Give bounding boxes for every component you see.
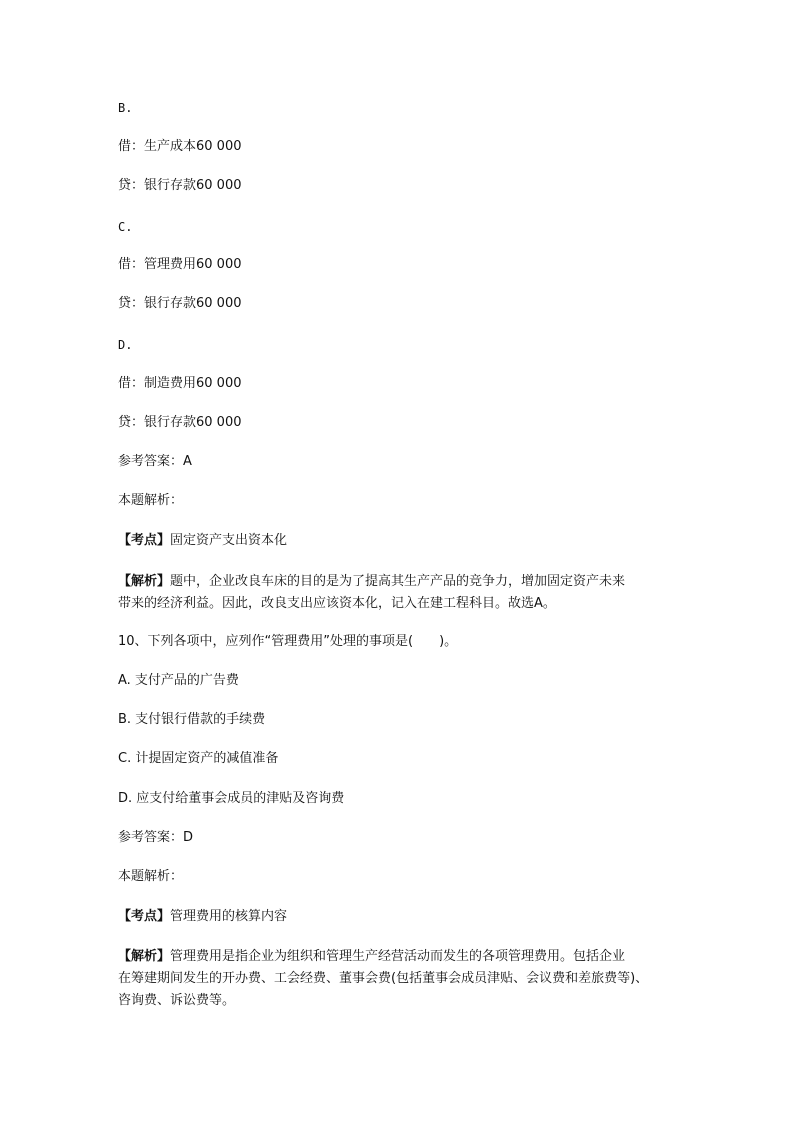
option-d-debit: 借：制造费用60 000 <box>118 376 242 391</box>
q10-option-c: C. 计提固定资产的减值准备 <box>118 751 279 766</box>
kaodian-tag: 【考点】 <box>118 533 171 548</box>
q9-jiexi <box>118 571 698 615</box>
q10-option-a: A. 支付产品的广告费 <box>118 673 239 688</box>
q10-question: 10、下列各项中，应列作“管理费用”处理的事项是( )。 <box>118 634 458 649</box>
option-b-debit: 借：生产成本60 000 <box>118 139 242 154</box>
q9-jiexi-line-2: 带来的经济利益。因此，改良支出应该资本化，记入在建工程科目。故选A。 <box>118 596 556 611</box>
q10-answer: 参考答案：D <box>118 830 194 845</box>
q10-jiexi-line-1 <box>118 946 698 968</box>
option-c-debit: 借：管理费用60 000 <box>118 257 242 272</box>
jiexi-tag: 【解析】 <box>118 574 171 589</box>
kaodian-text: 管理费用的核算内容 <box>170 909 288 924</box>
option-d-credit: 贷：银行存款60 000 <box>118 415 242 430</box>
q10-jiexi-line-3: 咨询费、诉讼费等。 <box>118 993 236 1008</box>
q10-jiexi <box>118 946 698 1012</box>
q9-kaodian <box>118 530 698 552</box>
kaodian-tag: 【考点】 <box>118 909 171 924</box>
option-b-label: B. <box>118 101 133 115</box>
jiexi-tag: 【解析】 <box>118 949 171 964</box>
q9-answer: 参考答案：A <box>118 454 192 469</box>
q10-jiexi-line-2: 在筹建期间发生的开办费、工会经费、董事会费(包括董事会成员津贴、会议费和差旅费等)、 <box>118 971 649 986</box>
kaodian-text: 固定资产支出资本化 <box>170 533 288 548</box>
q10-option-b: B. 支付银行借款的手续费 <box>118 712 266 727</box>
option-d-label: D. <box>118 338 133 352</box>
jiexi-text-1: 题中，企业改良车床的目的是为了提高其生产产品的竞争力，增加固定资产未来 <box>170 574 626 589</box>
q10-kaodian <box>118 906 698 928</box>
q10-option-d: D. 应支付给董事会成员的津贴及咨询费 <box>118 791 345 806</box>
q9-jiexi-line-1 <box>118 571 698 593</box>
option-b-credit: 贷：银行存款60 000 <box>118 178 242 193</box>
jiexi-text-1: 管理费用是指企业为组织和管理生产经营活动而发生的各项管理费用。包括企业 <box>170 949 626 964</box>
option-c-label: C. <box>118 220 133 234</box>
option-c-credit: 贷：银行存款60 000 <box>118 296 242 311</box>
q9-analysis-heading: 本题解析： <box>118 493 184 508</box>
q10-analysis-heading: 本题解析： <box>118 869 184 884</box>
